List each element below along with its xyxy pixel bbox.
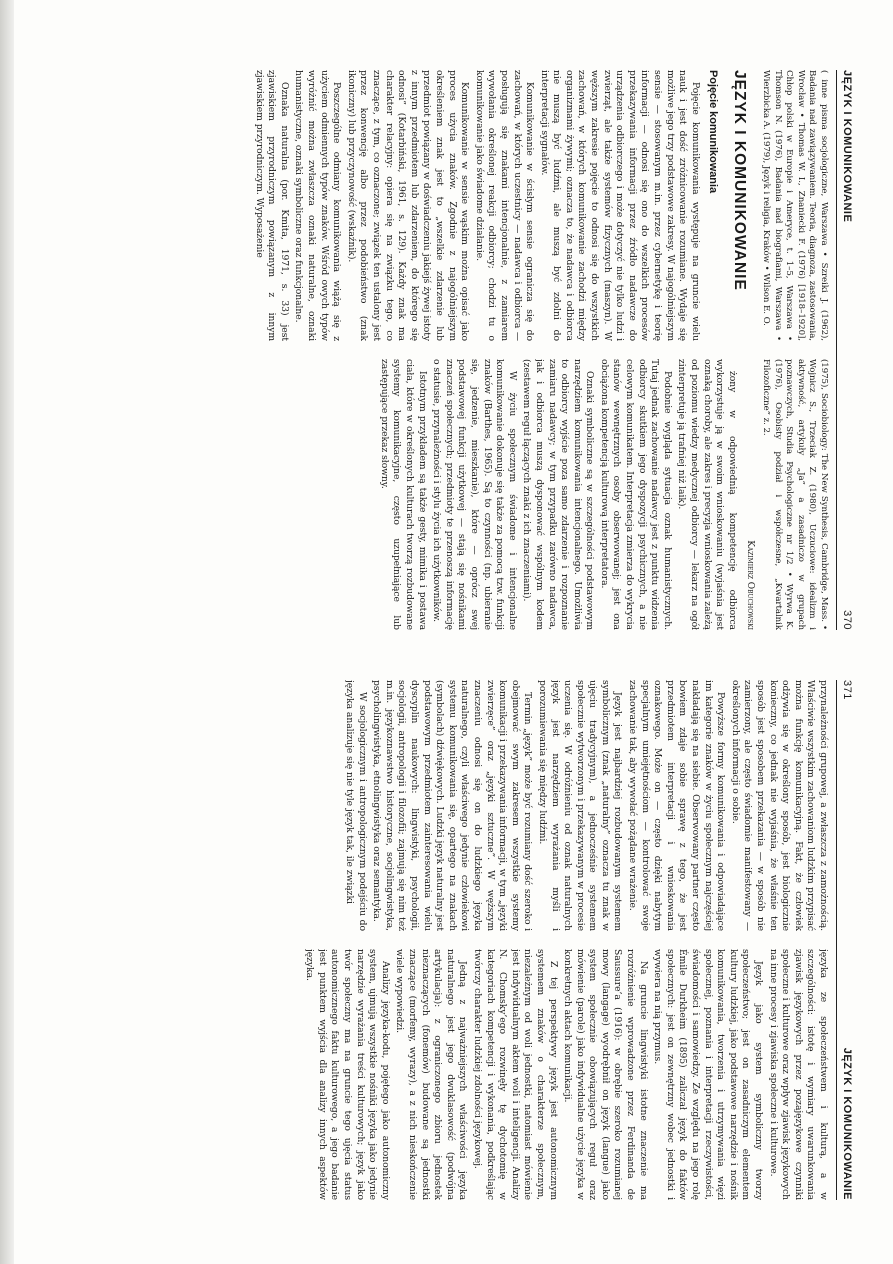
- left-page: [93, 70, 853, 630]
- section-title: Pojęcie komunikowania: [707, 70, 720, 194]
- paragraph: przynależności grupowej, a zwłaszcza z zamożnością. Właściwie wszystkim zachowaniom ludzkim przypisać można funkcję komunikacyjną. Fakt, że człowiek odżywia się w określony sposób, jest biologicznie konieczny, co jednak nie wyjaśnia, że właśnie ten sposób jest sposobem przekazania — w sposób nie zamierzony, ale często świadomie manifestowany — określonych informacji o sobie.: [729, 680, 829, 931]
- running-head: [837, 70, 853, 630]
- right-page: [93, 680, 853, 1200]
- running-title: JĘZYK I KOMUNIKOWANIE: [841, 1047, 853, 1200]
- page-edge-shadow: [0, 0, 14, 1264]
- paragraph: Na gruncie lingwistyki istotne znaczenie ma rozróżnienie wprowadzone przez Ferdinanda de Saussure’a (1916): w obrębie szeroko rozumianej mowy (langage) wyodrębnił on język (langue) jako system społecznie obowiązujących reguł oraz mówienie (parole) jako indywidualne użycie języka w konkretnych aktach komunikacji.: [562, 949, 649, 1200]
- paragraph: Istotnym przykładem są także gesty, mimika i postawa ciała, które w określonych kulturach tworzą rozbudowane systemy komunikacyjne, często uzupełniające lub zastępujące przekaz słowny.: [378, 359, 428, 630]
- right-column-2: [93, 949, 829, 1200]
- paragraph: Analizy języka-kodu, pojętego jako autonomiczny system, ujmują wszystkie nośniki języka jako jedynie narzędzie wyrażania treści kulturowych; język jako twór społeczny ma na gruncie tego ujęcia status autonomicznego faktu kulturowego, a jego badanie jest punktem wyjścia dla analizy innych aspektów języka.: [304, 949, 391, 1200]
- paragraph: Język jako system symboliczny tworzy społeczeństwo; jest on zasadniczym elementem kultury ludzkiej, jako podstawowe narzędzie i nośnik komunikowania, tworzenia i utrzymywania więzi społecznej, poznania i interpretacji rzeczywistości, świadomości i samowiedzy. Ze względu na jego rolę Émile Durkheim (1895) zaliczał język do faktów społecznych: jest on zewnętrzny wobec jednostki i wywiera na nią przymus.: [652, 949, 765, 1200]
- running-title: JĘZYK I KOMUNIKOWANIE: [841, 70, 853, 223]
- paragraph: Poszczególne odmiany komunikowania wiążą się z użyciem odmiennych typów znaków. Wśród owych typów wyróżnić można zwłaszcza oznaki naturalne, oznaki humanistyczne, oznaki symboliczne oraz funkcjonalne.: [293, 70, 343, 341]
- paragraph: Jedną z najważniejszych właściwości języka naturalnego jest jego dwuklasowość (podwójna artykulacja): z ograniczonego zbioru jednostek nieznaczących (fonemów) budowane są jednostki znaczące (morfemy, wyrazy), a z nich nieskończenie wiele wypowiedzi.: [394, 949, 469, 1200]
- page-number: 371: [841, 680, 853, 700]
- entry-title: JĘZYK I KOMUNIKOWANIE: [731, 70, 749, 291]
- bibliography: [759, 359, 829, 630]
- paragraph: W życiu społecznym świadome i intencjonalne komunikowanie dokonuje się także za pomocą tzw. funkcji znaków (Barthes, 1965). Są to czynności (np. ubieranie się, jedzenie, mieszkanie), które — oprócz swej podstawowej funkcji użytkowej — stają się nośnikami znaczeń społecznych; przedmioty te przenoszą informację o statusie, przynależności i stylu życia ich użytkowników.: [431, 359, 518, 630]
- paragraph: Powyższe formy komunikowania i odpowiadające im kategorie znaków w życiu społecznym najczęściej nakładają się na siebie. Obserwowany partner często bowiem zdaje sobie sprawę z tego, że jest przedmiotem interpretacji i wnioskowania oznakowego. Może on — często dzięki nabytym specjalnym umiejętnościom — kontrolować swoje zachowanie tak, aby wywołać pożądane wrażenie.: [627, 680, 727, 931]
- text-columns: [93, 70, 829, 630]
- header-rule: [836, 680, 837, 1200]
- paragraph: Komunikowanie w sensie wąskim można opisać jako proces użycia znaków. Zgodnie z najogólniejszym określeniem znak jest to „wszelkie zdarzenie lub przedmiot powiązany w doświadczeniu jakiejś żywej istoty z innym przedmiotem lub zdarzeniem, do którego się odnosi” (Kotarbiński, 1961, s. 129). Każdy znak ma charakter relacyjny: opiera się na związku tego, co znaczące, z tym, co oznaczone; związek ten ustalony jest przez konwencję albo przez podobieństwo (znak ikoniczny) lub przyczynowość (wskaźnik).: [345, 70, 471, 341]
- paragraph: Język jest najbardziej rozbudowanym systemem symbolicznym (znak „naturalny” oznacza tu znak w ujęciu tradycyjnym), a jednocześnie systemem społecznie wytworzonym i przekazywanym w procesie uczenia się. W odróżnieniu od oznak naturalnych język jest narzędziem wyrażania myśli i porozumiewania się między ludźmi.: [536, 680, 624, 931]
- right-column-1: [93, 680, 829, 931]
- paragraph: Z tej perspektywy język jest autonomicznym systemem znaków o charakterze społecznym, niezależnym od woli jednostki, natomiast mówienie jest indywidualnym aktem woli i inteligencji. Analizy N. Chomsky’ego rozwinęły tę dychotomię w kategoriach kompetencji i wykonania, podkreślając twórczy charakter ludzkiej zdolności językowej.: [471, 949, 559, 1200]
- left-column-1: [93, 70, 829, 341]
- paragraph: Termin „język” może być rozumiany dość szeroko i obejmować swym zakresem wszystkie systemy komunikacji i przekazywania informacji, w tym „języki zwierzęce” oraz „języki sztuczne”. W węższym znaczeniu odnosi się on do ludzkiego języka naturalnego, czyli właściwego jedynie człowiekowi systemu komunikowania się, opartego na znakach (symbolach) dźwiękowych. Ludzki język naturalny jest podstawowym przedmiotem zainteresowania wielu dyscyplin naukowych: lingwistyki, psychologii, socjologii, antropologii i filozofii; zajmują się nim też m.in. językoznawstwo historyczne, socjolingwistyka, psycholingwistyka, etnolingwistyka oraz semantyka.: [371, 680, 534, 931]
- bibliography-entry: ( inne pisma socjologiczne, Warszawa • Szreiki J. (1962), Badania nad zawiązywaniem. Teoria, diagnoza, zastosowania, Wrocław • Thomas W. I., Znaniecki F. (1976) [1918–1920], Chłop polski w Europie i Ameryce, t. 1–5, Warszawa • Thomson N. (1976), Badania nad biografiami, Warszawa • Wierzbicka A. (1979), Język i religia, Kraków • Wilson E. O.: [761, 70, 829, 341]
- paragraph: Pojęcie komunikowania występuje na gruncie wielu nauk i jest dość zróżnicowanie rozumiane. Wydaje się możliwe jego trzy podstawowe zakresy. W najogólniejszym sensie — stosowanym m.in. przez cybernetykę i teorię informacji — odnosi się ono do wszelkich procesów przekazywania informacji przez źródło nadawcze do urządzenia odbiorczego i może dotyczyć nie tylko ludzi i zwierząt, ale także systemów fizycznych (maszyn). W węższym zakresie pojęcie to odnosi się do wszystkich zachowań, w których komunikowanie zachodzi między organizmami żywymi; oznacza to, że nadawca i odbiorca nie muszą być ludźmi, ale muszą być zdolni do interpretacji sygnałów.: [538, 70, 701, 341]
- bibliography-author: Kazimierz Obuchowski: [745, 540, 756, 630]
- left-column-2: [93, 359, 829, 630]
- running-head: [837, 680, 853, 1200]
- paragraph: żony w odpowiednią kompetencję odbiorca wykorzystuje ją w swoim wnioskowaniu (wyjaśnia jest oznaką choroby, ale zakres i precyzja wnioskowania zależą od poziomu wiedzy medycznej odbiorcy — lekarz na ogół zinterpretuje ją trafniej niż laik).: [676, 359, 738, 630]
- paragraph: Komunikowanie w ścisłym sensie ogranicza się do zachowań, w których uczestnicy — nadawca i odbiorca — posługują się znakami intencjonalnie, z zamiarem wywołania określonej reakcji odbiorcy; chodzi tu o komunikowanie jako świadome działanie.: [473, 70, 536, 341]
- page-number: 370: [841, 610, 853, 630]
- paragraph: W socjologicznym i antropologicznym podejściu do języka analizuje się nie tyle język tak, ile związki: [344, 680, 368, 931]
- paragraph: Podobnie wygląda sytuacja oznak humanistycznych. Tutaj jednak zachowanie nadawcy jest z punktu widzenia odbiorcy skutkiem jego dyspozycji psychicznych, a nie celowym komunikatem. Interpretacja zmierza do wykrycia stanów wewnętrznych osoby obserwowanej; jest ona obciążona kompetencją kulturową interpretatora.: [598, 359, 673, 630]
- header-rule: [836, 70, 837, 630]
- text-columns: [93, 680, 829, 1200]
- paragraph: Oznaka naturalna (por. Kmita, 1971, s. 33) jest zjawiskiem przyrodniczym powiązanym z innym zjawiskiem przyrodniczym. Wyposażenie: [253, 70, 290, 341]
- bibliography-entry: (1975), Sociobiology: The New Synthesis, Cambridge, Mass. • Wojnicz S., Trzeciak Z. (1980), Uczuciowe: idealizm i aktywność, artykuły „Ja” a zasadniczo w grupach poznawczych, Studia Psychologiczne nr 1/2 • Wyrwa K. (1976), Osobisty podział i współczesne, „Kwartalnik Filozoficzne” z. 2.: [761, 359, 829, 630]
- bibliography: [759, 70, 829, 341]
- paragraph: Oznaki symboliczne są w szczególności podstawowym narzędziem komunikowania intencjonalnego. Umożliwia to odbiorcy wyjście poza samo zdarzenie i rozpoznanie zamiaru nadawcy; w tym przypadku zarówno nadawca, jak i odbiorca muszą dysponować wspólnym kodem (zestawem reguł łączących znaki z ich znaczeniami).: [521, 359, 596, 630]
- paragraph: języka ze społeczeństwem i kulturą, a w szczególności: istotę i wymiary uwarunkowania zjawisk językowych przez pozajęzykowe czynniki społeczne i kulturowe oraz wpływ zjawisk językowych na inne procesy i zjawiska społeczne i kulturowe.: [767, 949, 829, 1200]
